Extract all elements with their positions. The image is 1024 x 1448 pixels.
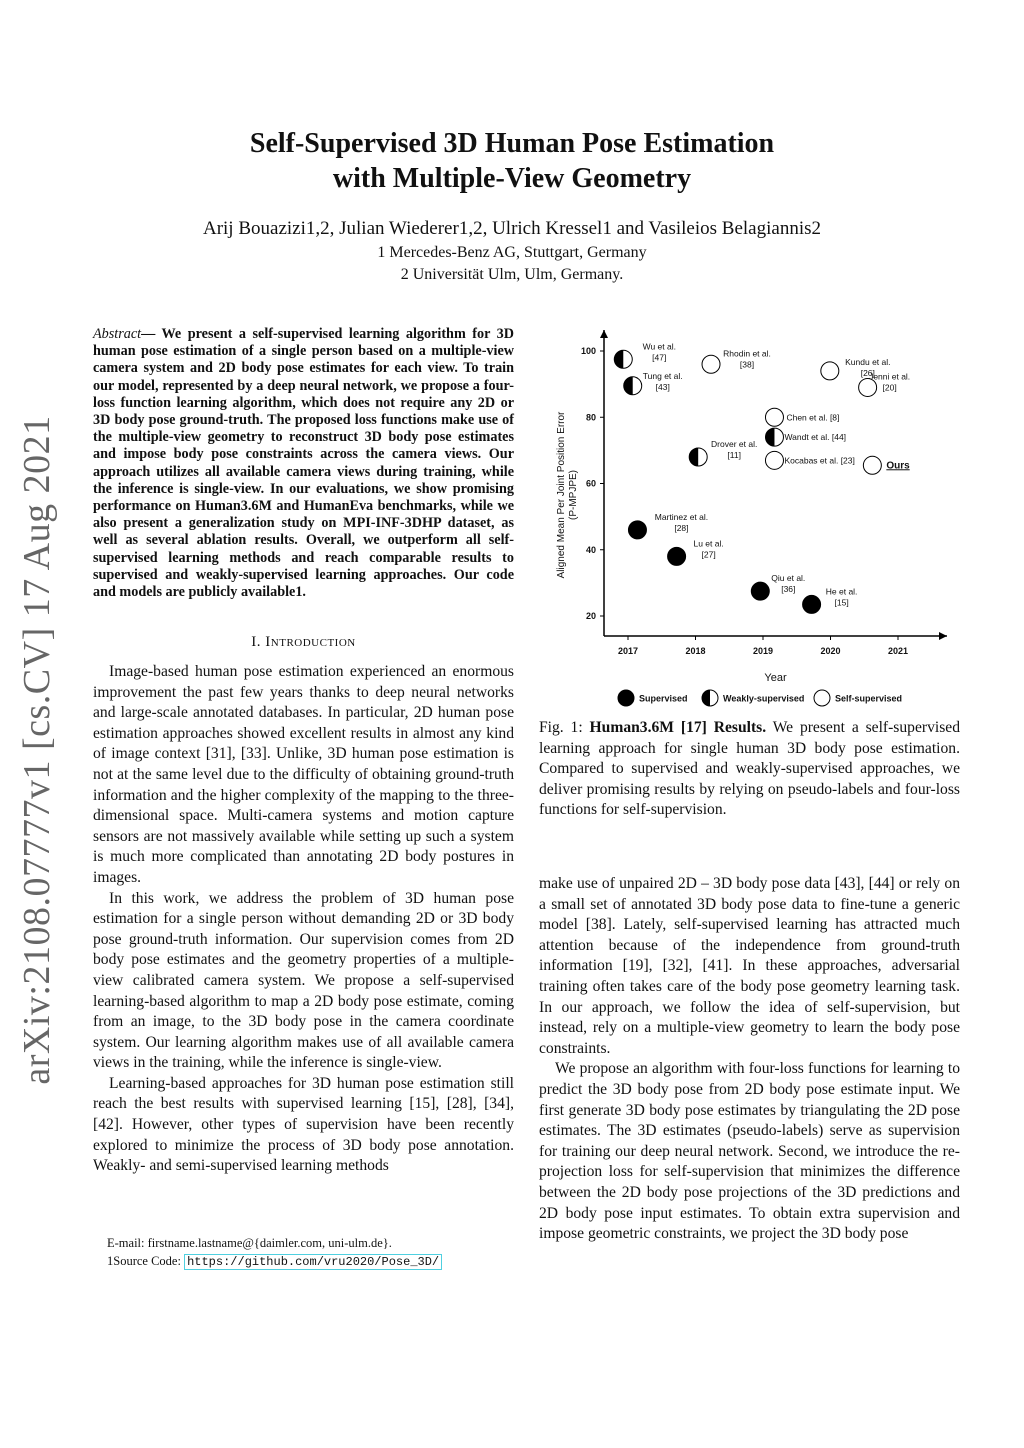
- point-ref: [20]: [882, 382, 897, 393]
- point-label: Wu et al.: [642, 341, 676, 352]
- left-column-body: [93, 662, 514, 1177]
- affiliation-2: 2 Universität Ulm, Ulm, Germany.: [400, 266, 624, 283]
- point-label: Kocabas et al. [23]: [784, 455, 855, 466]
- data-point: [668, 547, 686, 565]
- y-axis-label-2: (P-MPJPE): [568, 470, 579, 520]
- paragraph: make use of unpaired 2D – 3D body pose data [43], [44] or rely on a small set of annotated 3D body pose data to fine-tune a generic model [38]. Lately, self-supervised learning has attracted much attention because of the independence from ground-truth information [19], [32], [41]. In these approaches, adversarial training often takes care of the body pose geometry learning task. In our approach, we follow the idea of self-supervision, but instead, rely on a multiple-view geometry to learn the body pose constraints.: [539, 875, 960, 1057]
- data-point: [821, 362, 839, 380]
- point-ref: [47]: [652, 352, 667, 363]
- legend-label: Supervised: [639, 693, 688, 704]
- point-ref: [38]: [739, 359, 755, 370]
- author-list: Arij Bouazizi1,2, Julian Wiederer1,2, Ulrich Kressel1 and Vasileios Belagiannis2: [202, 218, 821, 239]
- footnote-source: [93, 1252, 514, 1271]
- point-label: Qiu et al.: [771, 573, 806, 584]
- y-tick-label: 80: [585, 412, 596, 423]
- source-code-link[interactable]: https://github.com/vru2020/Pose_3D/: [184, 1254, 442, 1270]
- abstract-text: — We present a self-supervised learning algorithm for 3D human pose estimation of a single person based on a multiple-view camera system and 2D body pose estimates for each view. To train our model, represented by a deep neural network, we propose a four-loss function learning algorithm, which does not require any 2D or 3D body pose ground-truth. The proposed loss functions make use of the multiple-view geometry to reconstruct 3D body pose estimates and impose body pose constraints across the camera views. Our approach utilizes all available camera views during training, while the inference is single-view. In our evaluations, we show promising performance on Human3.6M and HumanEva benchmarks, while we also present a generalization study on MPI-INF-3DHP dataset, as well as several ablation results. Overall, we outperform all self-supervised learning methods and reach comparable results to supervised and weakly-supervised learning approaches. Our code and models are publicly available1.: [93, 326, 514, 601]
- point-label: He et al.: [825, 586, 858, 597]
- data-point: [803, 595, 821, 613]
- point-ref: [15]: [834, 597, 849, 608]
- abstract-label: Abstract: [93, 326, 142, 342]
- x-tick-label: 2018: [685, 646, 706, 656]
- point-label: Chen et al. [8]: [786, 412, 840, 423]
- footnote-email: E-mail: firstname.lastname@{daimler.com, uni-ulm.de}.: [107, 1236, 392, 1250]
- paragraph: Learning-based approaches for 3D human pose estimation still reach the best results with supervised learning [15], [28], [34], [42]. However, other types of supervision have been recently explored to minimize the process of 3D body pose annotation. Weakly- and semi-supervised learning methods: [93, 1074, 514, 1175]
- x-axis-arrow: [939, 632, 947, 640]
- title-line-2: with Multiple-View Geometry: [332, 163, 692, 194]
- point-ref: [43]: [655, 381, 670, 392]
- right-column-body: [539, 874, 960, 1245]
- caption-bold: Human3.6M [17] Results.: [589, 719, 767, 736]
- y-tick-label: 20: [585, 611, 596, 621]
- data-point: [628, 521, 646, 539]
- y-tick-label: 60: [585, 478, 596, 489]
- section-number: I.: [251, 634, 262, 650]
- caption-text: We present a self-supervised learning approach for single human 3D body pose estimation. Compared to supervised and weakly-supervised approaches, we deliver promising results by relying on pseudo-labels and four-loss functions for self-supervision.: [539, 719, 960, 819]
- point-ref: [26]: [860, 367, 875, 378]
- y-tick-label: 40: [585, 544, 596, 555]
- data-point: [702, 355, 720, 373]
- legend-label: Self-supervised: [835, 693, 903, 704]
- legend-label: Weakly-supervised: [723, 693, 805, 704]
- legend-marker: [618, 690, 634, 706]
- affiliation-1: 1 Mercedes-Benz AG, Stuttgart, Germany: [377, 244, 647, 261]
- legend-marker-half: [702, 690, 710, 706]
- point-label: Rhodin et al.: [723, 348, 771, 359]
- data-point-half: [689, 448, 698, 466]
- paragraph: We propose an algorithm with four-loss functions for learning to predict the 3D body pose from 2D body pose estimate input. We first generate 3D body pose estimates by triangulating the 2D pose estimates. The 3D estimates (pseudo-labels) serve as supervision for training our deep neural network. Second, we introduce the re-projection loss for self-supervision that minimizes the difference between the 2D body pose projections of the 3D predictions and 2D body pose input estimates. To obtain extra supervision and impose geometric constraints, we project the 3D body pose: [539, 1060, 960, 1243]
- footnote: [93, 1234, 514, 1271]
- data-point: [863, 456, 881, 474]
- data-point-half: [765, 428, 774, 446]
- point-ref: [28]: [674, 522, 689, 533]
- paper-title: [0, 126, 1024, 196]
- y-tick-label: 100: [580, 346, 596, 356]
- paragraph: In this work, we address the problem of 3D human pose estimation for a single person without demanding 2D or 3D body pose ground-truth information. Our supervision comes from 2D body pose estimates and the geometry properties of a multiple-view calibrated camera system. We propose a self-supervised learning-based algorithm to map a 2D body pose estimate, coming from an image, to the 3D body pose in the camera coordinate system. Our learning algorithm makes use of all available camera views in the training, while the inference is single-view.: [93, 889, 514, 1072]
- point-ref: [27]: [701, 549, 716, 560]
- y-axis-arrow: [600, 330, 608, 338]
- point-ref: [36]: [781, 584, 796, 595]
- abstract: [93, 326, 514, 601]
- fig-number: Fig. 1:: [539, 719, 583, 736]
- point-label: Kundu et al.: [845, 356, 891, 367]
- x-tick-label: 2017: [617, 646, 639, 656]
- x-tick-label: 2019: [752, 646, 774, 656]
- point-label: Ours: [886, 460, 910, 472]
- arxiv-sidebar-stamp: [12, 415, 62, 1085]
- point-label: Wandt et al. [44]: [784, 432, 847, 443]
- point-label: Jenni et al.: [869, 371, 911, 382]
- figure-caption: [539, 718, 960, 821]
- title-line-1: Self-Supervised 3D Human Pose Estimation: [249, 128, 775, 159]
- point-label: Tung et al.: [642, 370, 683, 381]
- data-point-half: [624, 377, 633, 395]
- x-tick-label: 2021: [887, 646, 909, 656]
- section-heading-introduction: [93, 634, 514, 651]
- data-point: [765, 408, 783, 426]
- results-scatter-chart: [552, 318, 962, 718]
- point-label: Drover et al.: [711, 439, 758, 449]
- point-ref: [11]: [727, 450, 741, 460]
- legend-marker: [814, 690, 830, 706]
- data-point-half: [614, 350, 623, 368]
- y-axis-label: Aligned Mean Per Joint Position Error: [556, 411, 567, 579]
- data-point: [765, 451, 783, 469]
- section-title: Introduction: [265, 634, 356, 650]
- arxiv-id: arXiv:2108.07777v1 [cs.CV] 17 Aug 2021: [16, 415, 58, 1085]
- data-point: [751, 582, 769, 600]
- paragraph: Image-based human pose estimation experienced an enormous improvement the past few years thanks to deep neural networks and large-scale annotated databases. In particular, 2D human pose estimation approaches showed excellent results in almost any kind of image context [31], [33]. Unlike, 3D human pose estimation is not at the same level due to the difficulty of obtaining ground-truth information and the higher complexity of the mapping to the three-dimensional space. Multi-camera systems and motion capture sensors are not massively available while setting up such a system is much more complicated than annotating 2D body postures in images.: [93, 663, 514, 886]
- point-label: Martinez et al.: [654, 511, 709, 522]
- x-axis-label: Year: [764, 672, 787, 684]
- point-label: Lu et al.: [693, 538, 724, 549]
- x-tick-label: 2020: [820, 646, 841, 656]
- source-label: 1Source Code:: [107, 1254, 185, 1268]
